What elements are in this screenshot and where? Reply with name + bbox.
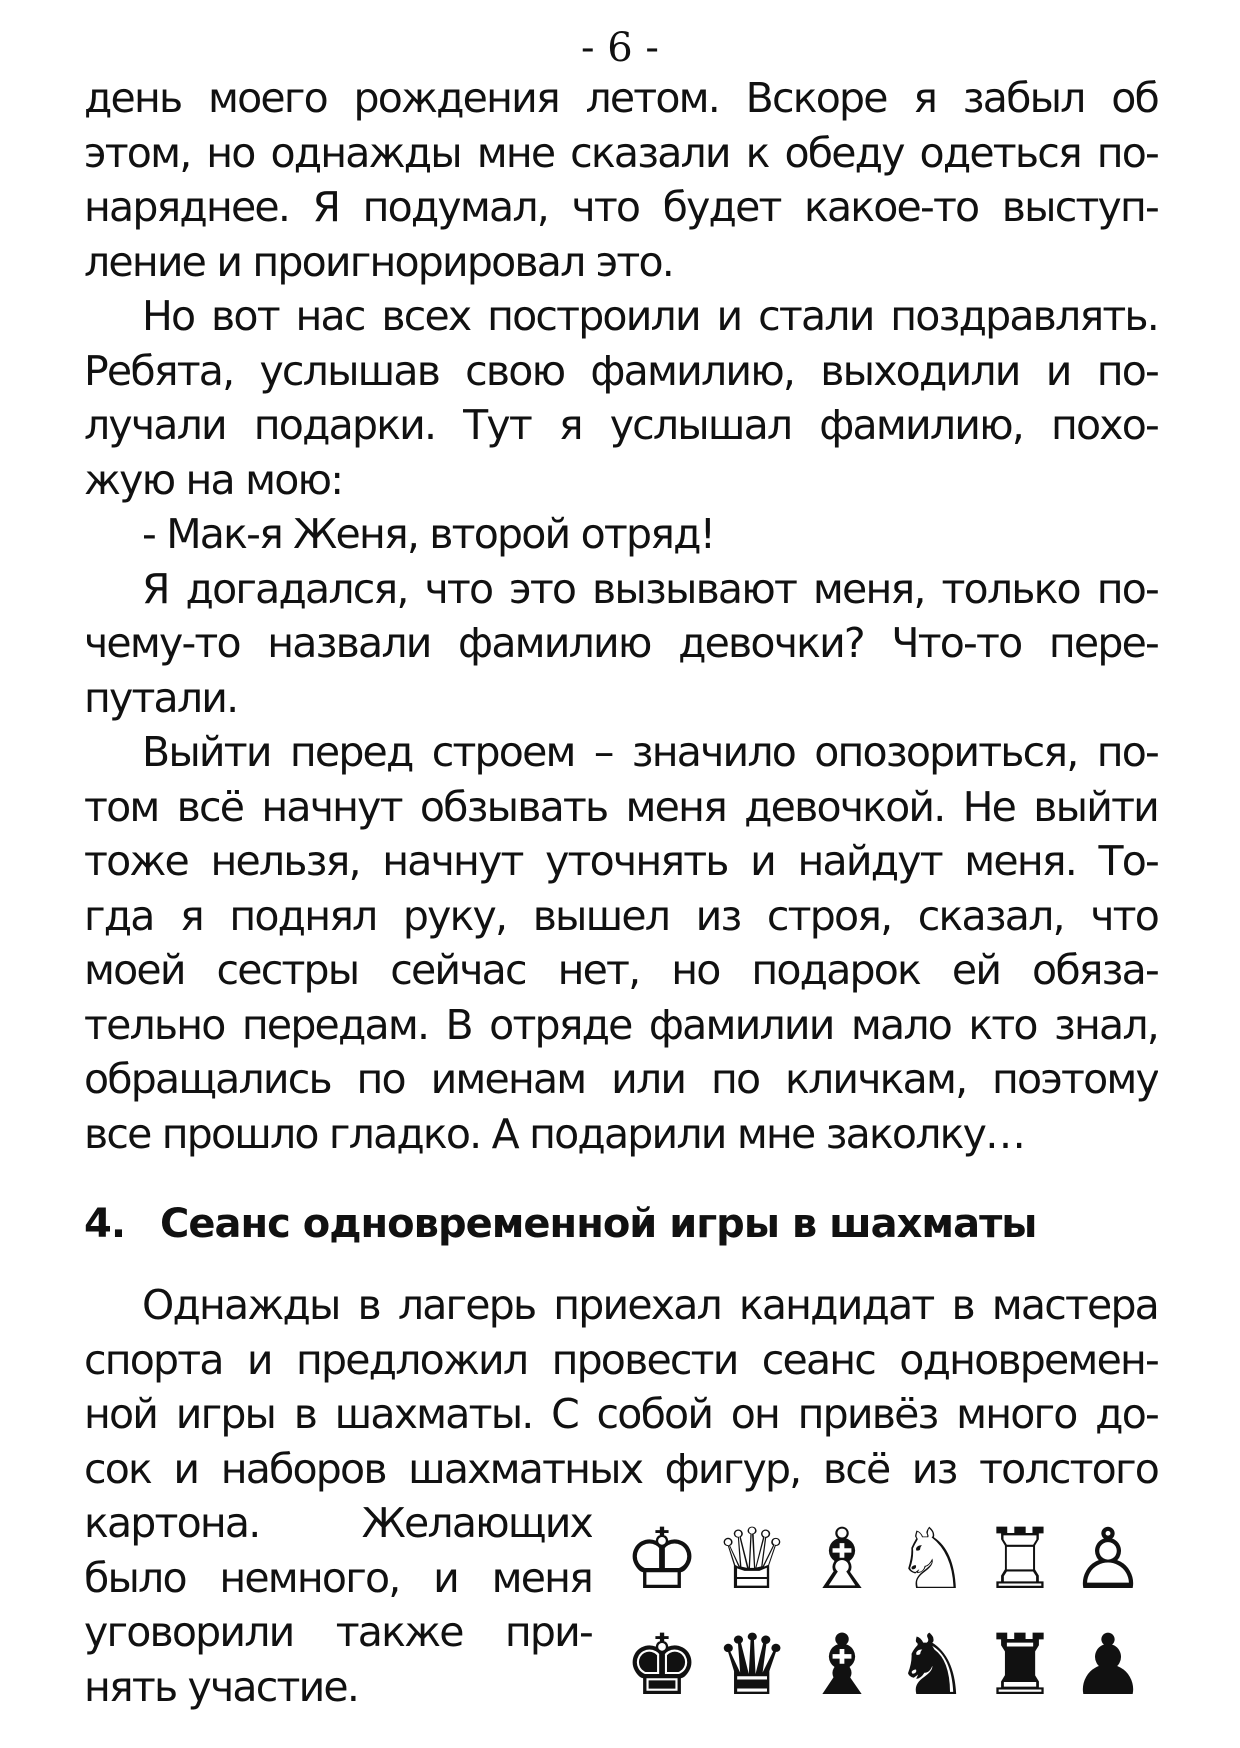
chess-pieces-svg — [622, 1500, 1154, 1706]
text-line: было немного, и меня — [84, 1553, 592, 1602]
text-line: наряднее. Я подумал, что будет какое-то выступ- — [84, 183, 1158, 231]
text-line: гда я поднял руку, вышел из строя, сказал, что — [84, 891, 1158, 940]
text-line: Выйти перед строем – значило опозориться, по- — [142, 728, 1158, 776]
body-text-block-1 — [84, 71, 1158, 1161]
text-line: тоже нельзя, начнут уточнять и найдут меня. То- — [84, 837, 1158, 885]
text-line: Я догадался, что это вызывают меня, только по- — [142, 564, 1158, 613]
black-bishop-icon: ♝ — [804, 1616, 880, 1706]
black-queen-icon: ♛ — [714, 1616, 790, 1706]
section-title: Сеанс одновременной игры в шахматы — [160, 1201, 1037, 1247]
chess-pieces-illustration — [622, 1500, 1154, 1706]
white-rook-icon: ♖ — [982, 1510, 1058, 1608]
text-line: жую на мою: — [84, 455, 343, 504]
text-line: этом, но однажды мне сказали к обеду одеться по- — [84, 128, 1158, 177]
text-line: чему-то назвали фамилию девочки? Что-то пере- — [84, 619, 1158, 667]
black-pawn-icon: ♟ — [1070, 1616, 1146, 1706]
black-king-icon: ♚ — [624, 1616, 700, 1706]
text-line: Ребята, услышав свою фамилию, выходили и по- — [84, 346, 1158, 395]
text-line: нять участие. — [84, 1662, 359, 1711]
text-line: день моего рождения летом. Вскоре я забыл об — [84, 74, 1158, 122]
white-king-icon: ♔ — [624, 1510, 700, 1608]
white-pawn-icon: ♙ — [1070, 1510, 1146, 1608]
page-number: - 6 - — [581, 25, 659, 71]
black-knight-icon: ♞ — [894, 1616, 970, 1706]
text-line: обращались по именам или по кличкам, поэтому — [84, 1055, 1158, 1103]
text-line: картона. Желающих — [84, 1499, 592, 1547]
body-text-block-3 — [84, 1496, 592, 1714]
text-line: лучали подарки. Тут я услышал фамилию, похо- — [84, 401, 1158, 449]
body-text-block-2 — [84, 1278, 1158, 1496]
text-line: спорта и предложил провести сеанс одновремен- — [84, 1335, 1158, 1384]
text-line: ной игры в шахматы. С собой он привёз много до- — [84, 1390, 1158, 1438]
text-line: моей сестры сейчас нет, но подарок ей обяза- — [84, 946, 1158, 994]
text-line: Но вот нас всех построили и стали поздравлять. — [142, 292, 1158, 340]
text-line: уговорили также при- — [84, 1608, 592, 1656]
section-heading — [84, 1194, 1158, 1254]
white-knight-icon: ♘ — [894, 1510, 970, 1608]
text-line: - Мак-я Женя, второй отряд! — [142, 510, 715, 558]
text-line: тельно передам. В отряде фамилии мало кто знал, — [84, 1000, 1158, 1049]
text-line: ление и проигнорировал это. — [84, 237, 674, 286]
text-line: том всё начнут обзывать меня девочкой. Не выйти — [84, 782, 1158, 831]
black-rook-icon: ♜ — [982, 1616, 1058, 1706]
section-number: 4. — [84, 1201, 126, 1247]
text-line: путали. — [84, 673, 238, 722]
text-line: сок и наборов шахматных фигур, всё из толстого — [84, 1444, 1158, 1493]
text-line: все прошло гладко. А подарили мне заколку… — [84, 1109, 1025, 1158]
text-line: Однажды в лагерь приехал кандидат в мастера — [142, 1281, 1158, 1329]
white-queen-icon: ♕ — [714, 1510, 790, 1608]
white-bishop-icon: ♗ — [804, 1510, 880, 1608]
